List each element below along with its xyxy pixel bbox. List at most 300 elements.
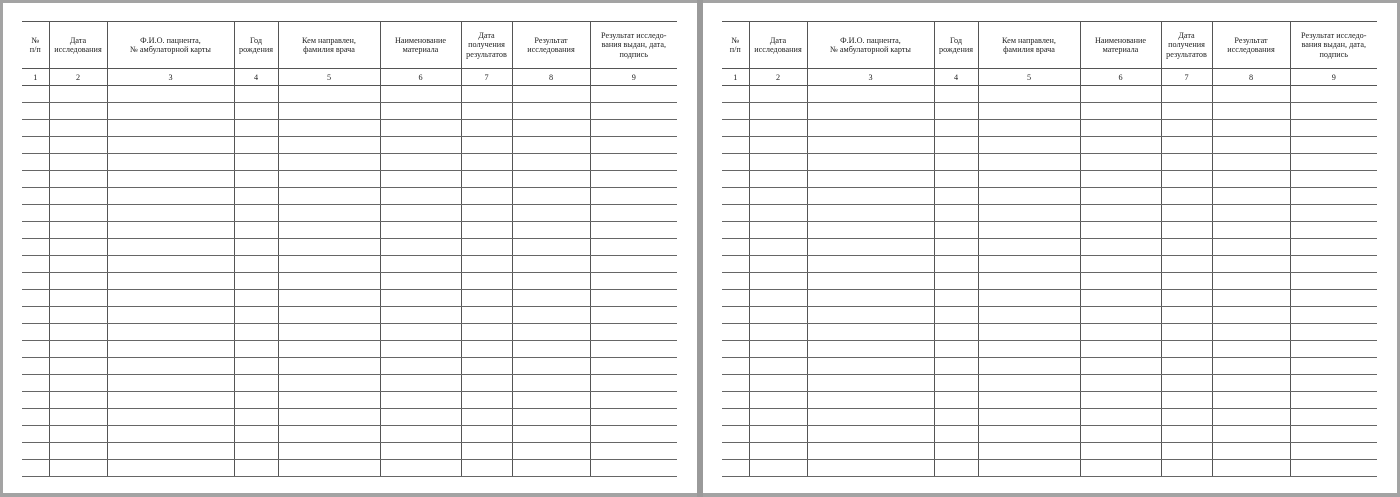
empty-cell (1161, 256, 1212, 273)
empty-cell (22, 86, 49, 103)
empty-cell (49, 239, 107, 256)
empty-cell (722, 375, 749, 392)
empty-cell (107, 103, 234, 120)
empty-cell (1161, 103, 1212, 120)
empty-cell (1161, 375, 1212, 392)
empty-cell (978, 324, 1080, 341)
empty-cell (49, 273, 107, 290)
register-row (22, 443, 677, 460)
empty-cell (234, 273, 278, 290)
empty-cell (1212, 103, 1290, 120)
empty-cell (978, 256, 1080, 273)
empty-cell (1290, 341, 1377, 358)
column-number: 8 (512, 69, 590, 86)
empty-cell (1212, 239, 1290, 256)
empty-cell (107, 290, 234, 307)
empty-cell (749, 273, 807, 290)
empty-cell (49, 205, 107, 222)
empty-cell (461, 375, 512, 392)
empty-cell (1290, 103, 1377, 120)
empty-cell (590, 375, 677, 392)
register-row (722, 171, 1377, 188)
register-row (722, 86, 1377, 103)
empty-cell (49, 307, 107, 324)
empty-cell (461, 443, 512, 460)
empty-cell (22, 443, 49, 460)
empty-cell (234, 290, 278, 307)
empty-cell (1080, 460, 1161, 477)
empty-cell (934, 188, 978, 205)
empty-cell (749, 239, 807, 256)
empty-cell (22, 290, 49, 307)
header-cell-patient-name: Ф.И.О. пацнента, № амбулаторной карты (807, 22, 934, 69)
column-number: 3 (807, 69, 934, 86)
empty-cell (278, 103, 380, 120)
empty-cell (234, 256, 278, 273)
empty-cell (380, 307, 461, 324)
empty-cell (934, 358, 978, 375)
empty-cell (722, 256, 749, 273)
empty-cell (1161, 273, 1212, 290)
empty-cell (380, 443, 461, 460)
empty-cell (749, 205, 807, 222)
empty-cell (234, 171, 278, 188)
empty-cell (722, 392, 749, 409)
empty-cell (590, 256, 677, 273)
empty-cell (1161, 341, 1212, 358)
empty-cell (278, 222, 380, 239)
empty-cell (1290, 460, 1377, 477)
register-row (22, 460, 677, 477)
empty-cell (461, 392, 512, 409)
empty-cell (512, 375, 590, 392)
register-row (22, 256, 677, 273)
empty-cell (807, 103, 934, 120)
register-row (22, 103, 677, 120)
empty-cell (234, 460, 278, 477)
empty-cell (234, 120, 278, 137)
empty-cell (1212, 426, 1290, 443)
register-row (722, 273, 1377, 290)
register-row (722, 307, 1377, 324)
empty-cell (1212, 392, 1290, 409)
empty-cell (1080, 273, 1161, 290)
empty-cell (934, 307, 978, 324)
right-page (703, 3, 1397, 493)
empty-cell (807, 460, 934, 477)
header-cell-material-name: Наименование материала (1080, 22, 1161, 69)
register-body-right (722, 69, 1377, 477)
empty-cell (590, 358, 677, 375)
empty-cell (590, 205, 677, 222)
empty-cell (1161, 290, 1212, 307)
empty-cell (1212, 375, 1290, 392)
empty-cell (934, 460, 978, 477)
empty-cell (22, 358, 49, 375)
empty-cell (461, 154, 512, 171)
empty-cell (49, 120, 107, 137)
empty-cell (1290, 86, 1377, 103)
empty-cell (807, 290, 934, 307)
empty-cell (234, 341, 278, 358)
empty-cell (107, 205, 234, 222)
empty-cell (807, 409, 934, 426)
empty-cell (278, 341, 380, 358)
empty-cell (1161, 154, 1212, 171)
empty-cell (978, 307, 1080, 324)
empty-cell (1290, 188, 1377, 205)
empty-cell (278, 460, 380, 477)
empty-cell (1161, 443, 1212, 460)
empty-cell (722, 307, 749, 324)
empty-cell (722, 324, 749, 341)
empty-cell (380, 290, 461, 307)
empty-cell (1212, 358, 1290, 375)
register-row (722, 392, 1377, 409)
register-row (22, 171, 677, 188)
empty-cell (49, 256, 107, 273)
empty-cell (722, 290, 749, 307)
empty-cell (722, 171, 749, 188)
empty-cell (1161, 222, 1212, 239)
empty-cell (722, 137, 749, 154)
register-row (22, 154, 677, 171)
header-cell-results-date: Дата получения результатов (1161, 22, 1212, 69)
empty-cell (1161, 358, 1212, 375)
column-number: 6 (380, 69, 461, 86)
empty-cell (590, 460, 677, 477)
empty-cell (22, 324, 49, 341)
empty-cell (1080, 375, 1161, 392)
empty-cell (749, 171, 807, 188)
empty-cell (1290, 205, 1377, 222)
empty-cell (807, 120, 934, 137)
empty-cell (49, 443, 107, 460)
empty-cell (1212, 120, 1290, 137)
empty-cell (380, 137, 461, 154)
empty-cell (1080, 86, 1161, 103)
empty-cell (234, 358, 278, 375)
register-row (22, 239, 677, 256)
empty-cell (1161, 239, 1212, 256)
empty-cell (1290, 256, 1377, 273)
empty-cell (234, 324, 278, 341)
empty-cell (49, 137, 107, 154)
empty-cell (1290, 222, 1377, 239)
empty-cell (1212, 273, 1290, 290)
empty-cell (934, 443, 978, 460)
empty-cell (107, 426, 234, 443)
empty-cell (749, 307, 807, 324)
empty-cell (590, 137, 677, 154)
column-number: 1 (722, 69, 749, 86)
empty-cell (461, 222, 512, 239)
empty-cell (1290, 171, 1377, 188)
empty-cell (512, 256, 590, 273)
empty-cell (107, 188, 234, 205)
empty-cell (1290, 392, 1377, 409)
empty-cell (380, 426, 461, 443)
header-cell-referring-doctor: Кем направлен, фамилия врача (278, 22, 380, 69)
empty-cell (1161, 188, 1212, 205)
empty-cell (749, 358, 807, 375)
empty-cell (590, 290, 677, 307)
register-row (722, 256, 1377, 273)
register-row (22, 358, 677, 375)
empty-cell (1080, 358, 1161, 375)
empty-cell (278, 392, 380, 409)
empty-cell (934, 426, 978, 443)
empty-cell (722, 103, 749, 120)
empty-cell (234, 375, 278, 392)
empty-cell (807, 341, 934, 358)
empty-cell (234, 392, 278, 409)
header-cell-result-issued: Результат исследо- вания выдан, дата, подпись (590, 22, 677, 69)
column-number-row (22, 69, 677, 86)
empty-cell (1080, 392, 1161, 409)
register-row (722, 341, 1377, 358)
column-number: 4 (234, 69, 278, 86)
empty-cell (978, 154, 1080, 171)
empty-cell (461, 103, 512, 120)
register-row (722, 103, 1377, 120)
empty-cell (461, 341, 512, 358)
empty-cell (22, 103, 49, 120)
empty-cell (978, 443, 1080, 460)
empty-cell (461, 171, 512, 188)
empty-cell (22, 375, 49, 392)
header-row (22, 22, 677, 69)
empty-cell (934, 256, 978, 273)
empty-cell (234, 205, 278, 222)
empty-cell (722, 358, 749, 375)
empty-cell (722, 239, 749, 256)
empty-cell (22, 222, 49, 239)
empty-cell (512, 426, 590, 443)
empty-cell (22, 426, 49, 443)
register-row (22, 222, 677, 239)
empty-cell (461, 290, 512, 307)
column-number: 5 (278, 69, 380, 86)
empty-cell (1212, 86, 1290, 103)
empty-cell (1080, 188, 1161, 205)
empty-cell (749, 324, 807, 341)
empty-cell (461, 188, 512, 205)
empty-cell (49, 222, 107, 239)
empty-cell (380, 392, 461, 409)
empty-cell (807, 239, 934, 256)
empty-cell (512, 392, 590, 409)
empty-cell (107, 154, 234, 171)
empty-cell (107, 341, 234, 358)
empty-cell (107, 358, 234, 375)
empty-cell (49, 409, 107, 426)
empty-cell (461, 409, 512, 426)
empty-cell (749, 86, 807, 103)
empty-cell (380, 222, 461, 239)
empty-cell (1080, 103, 1161, 120)
empty-cell (590, 103, 677, 120)
column-number: 6 (1080, 69, 1161, 86)
empty-cell (1212, 290, 1290, 307)
empty-cell (22, 205, 49, 222)
left-page (3, 3, 697, 493)
empty-cell (978, 392, 1080, 409)
register-row (22, 324, 677, 341)
empty-cell (978, 103, 1080, 120)
empty-cell (1290, 273, 1377, 290)
empty-cell (49, 341, 107, 358)
register-body-left (22, 69, 677, 477)
empty-cell (978, 409, 1080, 426)
empty-cell (722, 222, 749, 239)
empty-cell (512, 307, 590, 324)
header-cell-birth-year: Год рождения (934, 22, 978, 69)
empty-cell (49, 290, 107, 307)
empty-cell (590, 273, 677, 290)
empty-cell (978, 460, 1080, 477)
empty-cell (749, 290, 807, 307)
empty-cell (461, 460, 512, 477)
empty-cell (807, 273, 934, 290)
empty-cell (461, 86, 512, 103)
empty-cell (49, 154, 107, 171)
empty-cell (590, 426, 677, 443)
empty-cell (461, 137, 512, 154)
column-number: 5 (978, 69, 1080, 86)
empty-cell (380, 358, 461, 375)
empty-cell (1290, 426, 1377, 443)
register-row (22, 426, 677, 443)
register-row (22, 290, 677, 307)
empty-cell (978, 358, 1080, 375)
header-cell-row-number: № п/п (722, 22, 749, 69)
empty-cell (1161, 171, 1212, 188)
empty-cell (49, 188, 107, 205)
header-cell-result-issued: Результат исследо- вания выдан, дата, подпись (1290, 22, 1377, 69)
empty-cell (234, 103, 278, 120)
empty-cell (722, 409, 749, 426)
empty-cell (1161, 460, 1212, 477)
empty-cell (590, 443, 677, 460)
empty-cell (1212, 307, 1290, 324)
empty-cell (22, 256, 49, 273)
empty-cell (1161, 324, 1212, 341)
empty-cell (234, 307, 278, 324)
empty-cell (590, 341, 677, 358)
empty-cell (278, 171, 380, 188)
empty-cell (278, 307, 380, 324)
register-row (22, 86, 677, 103)
empty-cell (1080, 443, 1161, 460)
empty-cell (807, 171, 934, 188)
empty-cell (461, 120, 512, 137)
empty-cell (722, 154, 749, 171)
empty-cell (234, 443, 278, 460)
empty-cell (107, 409, 234, 426)
empty-cell (278, 86, 380, 103)
register-row (722, 188, 1377, 205)
register-row (722, 205, 1377, 222)
empty-cell (807, 205, 934, 222)
empty-cell (978, 375, 1080, 392)
empty-cell (749, 137, 807, 154)
empty-cell (590, 188, 677, 205)
empty-cell (978, 239, 1080, 256)
register-row (22, 392, 677, 409)
header-cell-research-result: Результат исследования (1212, 22, 1290, 69)
empty-cell (512, 273, 590, 290)
empty-cell (22, 273, 49, 290)
empty-cell (590, 324, 677, 341)
empty-cell (934, 409, 978, 426)
empty-cell (934, 86, 978, 103)
empty-cell (1080, 205, 1161, 222)
empty-cell (1161, 307, 1212, 324)
empty-cell (934, 171, 978, 188)
empty-cell (461, 426, 512, 443)
empty-cell (49, 86, 107, 103)
empty-cell (1290, 324, 1377, 341)
empty-cell (512, 86, 590, 103)
empty-cell (380, 103, 461, 120)
empty-cell (722, 443, 749, 460)
empty-cell (978, 426, 1080, 443)
empty-cell (722, 273, 749, 290)
empty-cell (590, 409, 677, 426)
empty-cell (807, 426, 934, 443)
empty-cell (934, 154, 978, 171)
empty-cell (749, 120, 807, 137)
register-row (722, 460, 1377, 477)
empty-cell (590, 86, 677, 103)
empty-cell (380, 256, 461, 273)
empty-cell (722, 120, 749, 137)
empty-cell (807, 392, 934, 409)
empty-cell (512, 324, 590, 341)
empty-cell (749, 375, 807, 392)
empty-cell (1212, 409, 1290, 426)
empty-cell (1080, 307, 1161, 324)
empty-cell (807, 86, 934, 103)
empty-cell (278, 273, 380, 290)
empty-cell (380, 460, 461, 477)
empty-cell (278, 205, 380, 222)
empty-cell (512, 154, 590, 171)
empty-cell (234, 222, 278, 239)
empty-cell (1290, 290, 1377, 307)
empty-cell (934, 324, 978, 341)
empty-cell (1212, 341, 1290, 358)
empty-cell (49, 392, 107, 409)
empty-cell (1080, 239, 1161, 256)
empty-cell (1212, 205, 1290, 222)
empty-cell (978, 137, 1080, 154)
empty-cell (380, 324, 461, 341)
register-row (722, 358, 1377, 375)
empty-cell (107, 307, 234, 324)
empty-cell (380, 409, 461, 426)
header-cell-results-date: Дата получения результатов (461, 22, 512, 69)
empty-cell (22, 239, 49, 256)
empty-cell (722, 205, 749, 222)
register-row (722, 154, 1377, 171)
empty-cell (722, 341, 749, 358)
register-row (722, 409, 1377, 426)
empty-cell (107, 137, 234, 154)
empty-cell (278, 426, 380, 443)
empty-cell (461, 307, 512, 324)
